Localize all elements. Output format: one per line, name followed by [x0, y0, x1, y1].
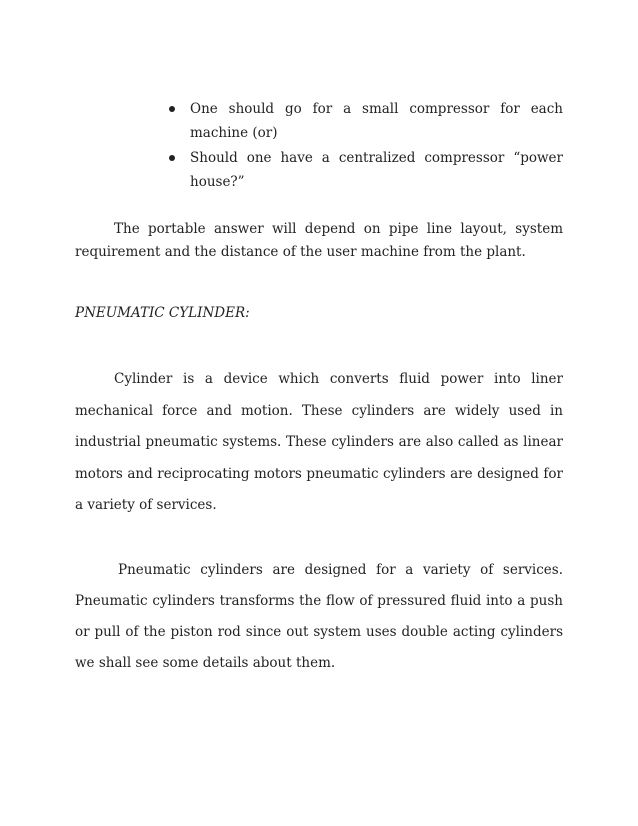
paragraph-cylinder-definition: Cylinder is a device which converts fluid power into liner mechanical force and motion. These cylinders are widely used in industrial pneumatic systems. These cylinders are also called as linear motors and reciprocating motors pneumatic cylinders are designed for a variety of services.	[75, 371, 563, 513]
bullet-dot-icon	[169, 155, 175, 161]
bullet-dot-icon	[169, 106, 175, 112]
paragraph-system-layout: The portable answer will depend on pipe line layout, system requirement and the distance of the user machine from the plant.	[75, 221, 563, 260]
section-heading: PNEUMATIC CYLINDER:	[75, 305, 250, 321]
bullet-text: One should go for a small compressor for each machine (or)	[190, 101, 563, 141]
bullet-item	[168, 146, 563, 194]
paragraph-cylinder-services: Pneumatic cylinders are designed for a variety of services. Pneumatic cylinders transforms the flow of pressured fluid into a push or pull of the piston rod since out system uses double acting cylinders we shall see some details about them.	[75, 562, 563, 671]
bullet-list	[168, 97, 563, 194]
bullet-text: Should one have a centralized compressor “power house?”	[190, 150, 563, 190]
bullet-item	[168, 97, 563, 145]
